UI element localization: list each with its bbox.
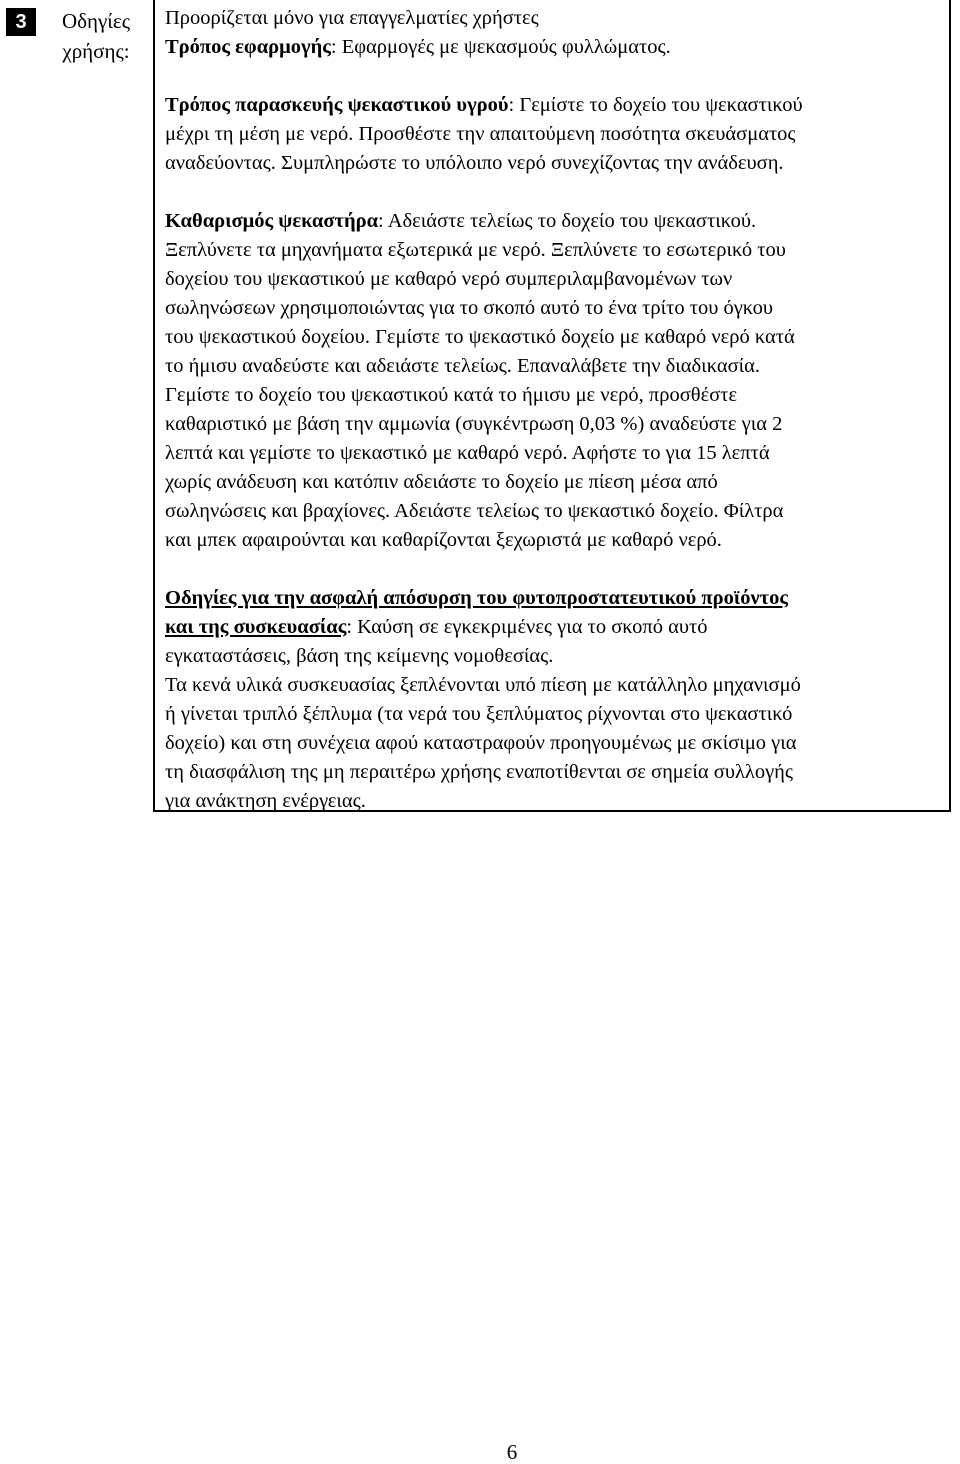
disposal-line-8: για ανάκτηση ενέργειας. bbox=[165, 790, 366, 812]
disposal-heading-line-2: και της συσκευασίας bbox=[165, 616, 347, 638]
preparation-line-2: μέχρι τη μέση με νερό. Προσθέστε την απαιτούμενη ποσότητα σκευάσματος bbox=[165, 123, 796, 145]
cleaning-line-2: Ξεπλύνετε τα μηχανήματα εξωτερικά με νερό. Ξεπλύνετε το εσωτερικό του bbox=[165, 239, 786, 261]
spacer bbox=[165, 555, 949, 584]
application-text: : Εφαρμογές με ψεκασμούς φυλλώματος. bbox=[330, 36, 671, 58]
cleaning-line-10: χωρίς ανάδευση και κατόπιν αδειάστε το δοχείο με πίεση μέσα από bbox=[165, 471, 718, 493]
section-label-line2: χρήσης: bbox=[62, 39, 130, 63]
cleaning-line-1 bbox=[165, 207, 949, 236]
cleaning-text: : Αδειάστε τελείως το δοχείο του ψεκαστικού. bbox=[378, 210, 757, 232]
disposal-line-3: εγκαταστάσεις, βάση της κείμενης νομοθεσίας. bbox=[165, 645, 554, 667]
instructions-content-box bbox=[153, 0, 951, 812]
cleaning-line-11: σωληνώσεις και βραχίονες. Αδειάστε τελείως το ψεκαστικό δοχείο. Φίλτρα bbox=[165, 500, 784, 522]
disposal-line-5: ή γίνεται τριπλό ξέπλυμα (τα νερά του ξεπλύματος ρίχνονται στο ψεκαστικό bbox=[165, 703, 793, 725]
disposal-heading-line-1: Οδηγίες για την ασφαλή απόσυρση του φυτοπροστατευτικού προϊόντος bbox=[165, 587, 788, 609]
application-heading: Τρόπος εφαρμογής bbox=[165, 36, 331, 58]
cleaning-line-3: δοχείου του ψεκαστικού με καθαρό νερό συμπεριλαμβανομένων των bbox=[165, 268, 733, 290]
section-number-badge: 3 bbox=[6, 8, 36, 36]
page-number: 6 bbox=[506, 1440, 518, 1464]
disposal-line-7: τη διασφάλιση της μη περαιτέρω χρήσης εναποτίθενται σε σημεία συλλογής bbox=[165, 761, 794, 783]
disposal-line-6: δοχείο) και στη συνέχεια αφού καταστραφούν προηγουμένως με σκίσιμο για bbox=[165, 732, 797, 754]
cleaning-line-4: σωληνώσεων χρησιμοποιώντας για το σκοπό αυτό το ένα τρίτο του όγκου bbox=[165, 297, 774, 319]
application-paragraph bbox=[165, 33, 949, 62]
preparation-heading: Τρόπος παρασκευής ψεκαστικού υγρού bbox=[165, 94, 509, 116]
preparation-line-1 bbox=[165, 91, 949, 120]
intro-text: Προορίζεται μόνο για επαγγελματίες χρήστες bbox=[165, 7, 539, 29]
preparation-line-3: αναδεύοντας. Συμπληρώστε το υπόλοιπο νερό συνεχίζοντας την ανάδευση. bbox=[165, 152, 784, 174]
cleaning-line-12: και μπεκ αφαιρούνται και καθαρίζονται ξεχωριστά με καθαρό νερό. bbox=[165, 529, 722, 551]
cleaning-line-8: καθαριστικό με βάση την αμμωνία (συγκέντρωση 0,03 %) αναδεύστε για 2 bbox=[165, 413, 783, 435]
section-label-line1: Οδηγίες bbox=[61, 9, 131, 33]
spacer bbox=[165, 178, 949, 207]
cleaning-line-7: Γεμίστε το δοχείο του ψεκαστικού κατά το ήμισυ με νερό, προσθέστε bbox=[165, 384, 738, 406]
preparation-text: : Γεμίστε το δοχείο του ψεκαστικού bbox=[508, 94, 803, 116]
disposal-line-2 bbox=[165, 613, 949, 642]
cleaning-line-9: λεπτά και γεμίστε το ψεκαστικό με καθαρό νερό. Αφήστε το για 15 λεπτά bbox=[165, 442, 770, 464]
disposal-line-4: Τα κενά υλικά συσκευασίας ξεπλένονται υπό πίεση με κατάλληλο μηχανισμό bbox=[165, 674, 801, 696]
cleaning-heading: Καθαρισμός ψεκαστήρα bbox=[165, 210, 379, 232]
cleaning-line-6: το ήμισυ αναδεύστε και αδειάστε τελείως. Επαναλάβετε την διαδικασία. bbox=[165, 355, 761, 377]
section-label bbox=[46, 6, 146, 66]
spacer bbox=[165, 62, 949, 91]
disposal-text: : Καύση σε εγκεκριμένες για το σκοπό αυτό bbox=[346, 616, 708, 638]
cleaning-line-5: του ψεκαστικού δοχείου. Γεμίστε το ψεκαστικό δοχείο με καθαρό νερό κατά bbox=[165, 326, 795, 348]
